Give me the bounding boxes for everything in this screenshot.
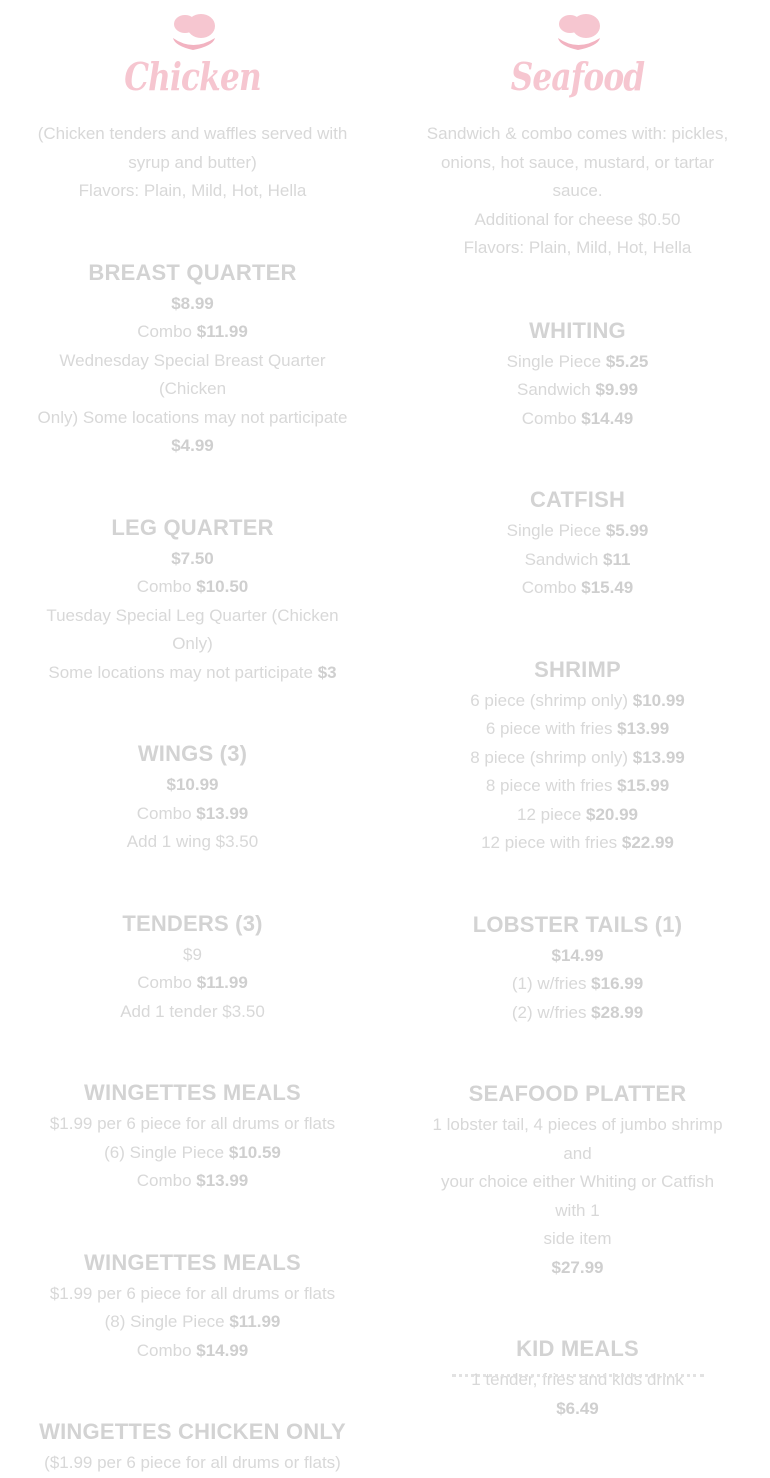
section-title: WINGETTES MEALS — [84, 1249, 301, 1275]
item-label: Wednesday Special Breast Quarter (Chicken — [59, 350, 326, 398]
item-label: 8 piece with fries — [485, 776, 618, 795]
menu-section — [30, 737, 355, 857]
menu-line — [425, 348, 730, 377]
seafood-title: Seafood — [510, 54, 645, 99]
menu-line — [30, 318, 355, 347]
section-title: LEG QUARTER — [111, 514, 274, 540]
menu-line — [425, 1225, 730, 1254]
menu-line — [30, 1110, 355, 1139]
menu-section — [30, 1246, 355, 1366]
item-label: 1 lobster tail, 4 pieces of jumbo shrimp and — [432, 1115, 723, 1163]
item-price: $11.99 — [229, 1312, 281, 1331]
seafood-header — [425, 0, 730, 120]
item-label: 12 piece with fries — [481, 833, 622, 852]
menu-line — [425, 772, 730, 801]
item-label: 12 piece — [517, 804, 586, 824]
item-price: $14.99 — [551, 945, 604, 965]
menu-line — [425, 1168, 730, 1225]
item-label: $1.99 per 6 piece for all drums or flats — [49, 1114, 336, 1133]
menu-line — [30, 771, 355, 800]
menu-line — [425, 1254, 730, 1283]
intro-line: Sandwich & combo comes with: pickles, — [426, 124, 729, 143]
menu-line — [425, 829, 730, 858]
item-price: $10.99 — [166, 775, 219, 794]
menu-line — [30, 1280, 355, 1309]
chicken-column — [30, 0, 355, 1478]
item-label: Combo — [136, 803, 197, 823]
menu-line — [425, 405, 730, 434]
section-title: WINGETTES CHICKEN ONLY — [39, 1419, 346, 1444]
menu-section — [30, 511, 355, 688]
chicken-intro — [30, 120, 355, 206]
item-price: $11.99 — [196, 322, 248, 341]
menu-line — [30, 1139, 355, 1168]
item-label: Combo — [136, 1171, 197, 1190]
item-label: 6 piece with fries — [485, 719, 618, 738]
menu-line — [30, 602, 355, 659]
item-price: $10.99 — [632, 690, 685, 710]
menu-line — [425, 744, 730, 773]
intro-line: onions, hot sauce, mustard, or tartar sauce. — [440, 152, 715, 200]
item-label: 1 tender, fries and kids drink — [471, 1370, 684, 1389]
item-label: Add 1 tender $3.50 — [120, 1001, 265, 1021]
item-label: Add 1 wing $3.50 — [126, 832, 259, 851]
item-label: (6) Single Piece — [104, 1142, 229, 1162]
item-label: side item — [543, 1229, 612, 1248]
item-label: Tuesday Special Leg Quarter (Chicken Only) — [46, 605, 339, 653]
item-price: $10.59 — [228, 1142, 281, 1162]
item-price: $13.99 — [196, 1171, 249, 1190]
item-label: Combo — [136, 1340, 197, 1360]
menu-section — [425, 653, 730, 858]
chicken-header — [30, 0, 355, 120]
item-price: $5.25 — [605, 351, 649, 371]
menu-line — [30, 1337, 355, 1366]
item-label: $1.99 per 6 piece for all drums or flats — [49, 1283, 336, 1303]
menu-section — [425, 1077, 730, 1282]
chef-hat-icon — [167, 12, 219, 52]
menu-line — [30, 573, 355, 602]
menu-line — [30, 347, 355, 404]
item-price: $20.99 — [586, 804, 638, 824]
item-price: $7.50 — [171, 548, 214, 568]
item-label: Combo — [137, 973, 197, 992]
item-price: $6.49 — [556, 1398, 599, 1418]
item-price: $28.99 — [591, 1002, 644, 1022]
intro-line: Additional for cheese $0.50 — [474, 209, 681, 229]
item-price: $8.99 — [171, 293, 214, 313]
menu-section — [425, 908, 730, 1028]
menu-line — [30, 1308, 355, 1337]
menu-line — [30, 998, 355, 1027]
item-label: 8 piece (shrimp only) — [470, 747, 633, 767]
item-label: Sandwich — [524, 549, 603, 569]
chicken-sections — [30, 256, 355, 1478]
menu-line — [30, 1167, 355, 1196]
item-price: $14.49 — [581, 408, 634, 428]
item-label: (2) w/fries — [511, 1002, 592, 1022]
section-title: LOBSTER TAILS (1) — [472, 911, 683, 937]
menu-section — [30, 256, 355, 461]
item-price: $22.99 — [621, 833, 674, 852]
section-title: KID MEALS — [516, 1336, 639, 1361]
menu-line — [30, 545, 355, 574]
item-price: $5.99 — [605, 521, 649, 540]
item-price: $16.99 — [591, 974, 644, 993]
menu-line — [425, 574, 730, 603]
menu-section — [30, 1415, 355, 1478]
menu-line — [30, 659, 355, 688]
menu-line — [30, 969, 355, 998]
menu-line — [30, 404, 355, 433]
item-price: $11 — [603, 549, 631, 569]
item-price: $14.99 — [196, 1340, 249, 1360]
item-label: your choice either Whiting or Catfish with 1 — [440, 1172, 715, 1220]
item-label: Some locations may not participate — [48, 662, 318, 682]
item-price: $27.99 — [551, 1257, 604, 1277]
item-label: Single Piece — [506, 521, 606, 540]
menu-line — [30, 941, 355, 970]
menu-line — [425, 546, 730, 575]
item-label: $9 — [183, 944, 202, 964]
intro-line: (Chicken tenders and waffles served with — [37, 124, 348, 143]
item-label: Combo — [136, 577, 197, 596]
intro-line: Flavors: Plain, Mild, Hot, Hella — [78, 181, 307, 200]
section-title: CATFISH — [529, 487, 626, 512]
intro-line: syrup and butter) — [128, 152, 257, 172]
item-label: Combo — [137, 322, 197, 341]
item-label: ($1.99 per 6 piece for all drums or flats) — [44, 1453, 341, 1472]
menu-line — [30, 1449, 355, 1478]
chicken-title: Chicken — [124, 54, 261, 99]
intro-line: Flavors: Plain, Mild, Hot, Hella — [463, 238, 692, 257]
menu-line — [425, 801, 730, 830]
item-label: Only) Some locations may not participate — [37, 407, 348, 427]
section-title: WINGS (3) — [137, 741, 248, 766]
item-price: $15.49 — [581, 578, 634, 597]
menu-line — [425, 970, 730, 999]
section-title: SEAFOOD PLATTER — [468, 1081, 687, 1106]
menu-line — [425, 999, 730, 1028]
item-label: Sandwich — [517, 380, 596, 399]
section-title: TENDERS (3) — [122, 910, 263, 936]
item-price: $13.99 — [196, 803, 249, 823]
menu-section — [30, 907, 355, 1027]
dotted-divider — [452, 1374, 704, 1387]
menu-line — [425, 715, 730, 744]
section-title: SHRIMP — [534, 656, 621, 682]
menu-line — [425, 376, 730, 405]
item-label: (1) w/fries — [511, 974, 592, 993]
item-price: $4.99 — [171, 436, 214, 455]
menu-line — [30, 432, 355, 461]
item-price: $3 — [317, 662, 337, 682]
menu-line — [425, 1395, 730, 1424]
item-price: $11.99 — [196, 973, 248, 992]
item-label: Single Piece — [506, 351, 606, 371]
menu-line — [30, 800, 355, 829]
section-title: BREAST QUARTER — [88, 259, 297, 285]
menu-section — [425, 483, 730, 603]
item-label: (8) Single Piece — [104, 1312, 230, 1331]
item-price: $10.50 — [196, 577, 249, 596]
menu-line — [425, 942, 730, 971]
menu-line — [30, 828, 355, 857]
menu-line — [425, 687, 730, 716]
menu-line — [30, 290, 355, 319]
menu-section — [30, 1076, 355, 1196]
item-price: $13.99 — [632, 747, 685, 767]
item-label: Combo — [521, 578, 582, 597]
item-price: $9.99 — [595, 380, 638, 399]
chef-hat-icon — [552, 12, 604, 52]
menu-line — [425, 517, 730, 546]
seafood-column — [425, 0, 730, 1423]
seafood-sections — [425, 314, 730, 1424]
item-price: $13.99 — [617, 719, 670, 738]
item-price: $15.99 — [617, 776, 670, 795]
menu-line — [425, 1111, 730, 1168]
seafood-intro — [425, 120, 730, 263]
section-title: WHITING — [529, 317, 626, 343]
item-label: Combo — [521, 408, 582, 428]
menu-section — [425, 314, 730, 434]
item-label: 6 piece (shrimp only) — [470, 690, 633, 710]
section-title: WINGETTES MEALS — [84, 1080, 301, 1105]
